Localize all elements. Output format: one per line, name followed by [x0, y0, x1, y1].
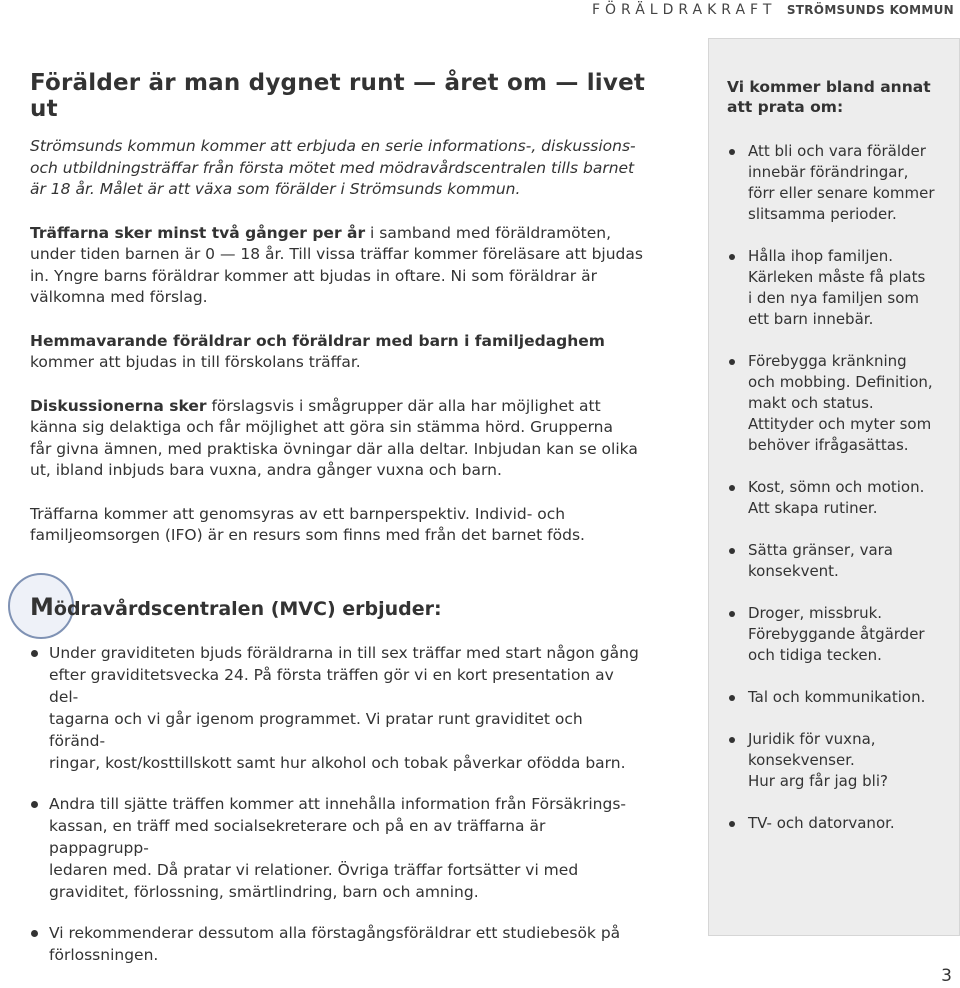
list-item-line: Under graviditeten bjuds föräldrarna in till sex träffar med start någon gång [49, 644, 639, 662]
paragraph-line: kommer att bjudas in till förskolans träffar. [30, 353, 361, 371]
topic-line: Droger, missbruk. [748, 604, 883, 622]
intro-paragraph [30, 136, 670, 201]
mvc-list [30, 642, 640, 985]
topic-line: konsekvent. [748, 562, 839, 580]
sidebar-topic-item [727, 477, 952, 519]
topic-line: Juridik för vuxna, [748, 730, 876, 748]
mvc-heading-initial: M [30, 593, 54, 621]
home-parents-paragraph [30, 331, 670, 374]
list-item [30, 922, 640, 966]
list-item-line: ringar, kost/kosttillskott samt hur alkohol och tobak påverkar ofödda barn. [49, 754, 626, 772]
topics-sidebar [708, 38, 960, 936]
home-parents-lead: Hemmavarande föräldrar och föräldrar med barn i familjedaghem [30, 331, 605, 350]
sidebar-topic-item [727, 729, 952, 792]
paragraph-line: välkomna med förslag. [30, 288, 208, 306]
discussions-lead: Diskussionerna sker [30, 396, 207, 415]
mvc-heading-text: ödravårdscentralen (MVC) erbjuder: [53, 598, 442, 620]
sidebar-topic-item [727, 141, 952, 225]
topic-line: TV- och datorvanor. [748, 814, 895, 832]
intro-line: är 18 år. Målet är att växa som förälder i Strömsunds kommun. [30, 180, 521, 198]
list-item [30, 642, 640, 774]
municipality-name: STRÖMSUNDS KOMMUN [786, 3, 954, 17]
sidebar-topic-item [727, 603, 952, 666]
topic-line: Förebygga kränkning [748, 352, 907, 370]
sidebar-title-line: att prata om: [727, 98, 844, 116]
topic-line: Sätta gränser, vara [748, 541, 893, 559]
topic-line: innebär förändringar, [748, 163, 909, 181]
paragraph-line: familjeomsorgen (IFO) är en resurs som finns med från det barnet föds. [30, 526, 585, 544]
paragraph-line: ut, ibland inbjuds bara vuxna, andra gånger vuxna och barn. [30, 461, 502, 479]
discussions-paragraph [30, 396, 670, 482]
mvc-heading [30, 593, 442, 621]
topic-line: i den nya familjen som [748, 289, 919, 307]
perspective-paragraph [30, 504, 670, 547]
topic-line: slitsamma perioder. [748, 205, 897, 223]
topic-line: makt och status. [748, 394, 874, 412]
main-column [30, 70, 670, 547]
paragraph-line: känna sig delaktiga och får möjlighet att göra sin stämma hörd. Grupperna [30, 418, 613, 436]
list-item-line: ledaren med. Då pratar vi relationer. Övriga träffar fortsätter vi med [49, 861, 579, 879]
paragraph-line: Träffarna kommer att genomsyras av ett barnperspektiv. Individ- och [30, 504, 566, 523]
paragraph-line: förslagsvis i smågrupper där alla har möjlighet att [206, 396, 601, 415]
sidebar-topic-list [727, 141, 952, 855]
list-item-line: tagarna och vi går igenom programmet. Vi pratar runt graviditet och föränd- [49, 710, 583, 750]
topic-line: Att bli och vara förälder [748, 142, 926, 160]
paragraph-line: får givna ämnen, med praktiska övningar där alla deltar. Inbjudan kan se olika [30, 439, 638, 458]
topic-line: behöver ifrågasättas. [748, 436, 909, 454]
sidebar-topic-item [727, 246, 952, 330]
topic-line: och tidiga tecken. [748, 646, 882, 664]
topic-line: Hur arg får jag bli? [748, 772, 888, 790]
topic-line: Att skapa rutiner. [748, 499, 878, 517]
list-item-line: kassan, en träff med socialsekreterare och på en av träffarna är pappagrupp- [49, 817, 546, 857]
sidebar-topic-item [727, 687, 952, 708]
list-item-line: Andra till sjätte träffen kommer att innehålla information från Försäkrings- [49, 795, 627, 813]
intro-line: och utbildningsträffar från första mötet med mödravårdscentralen tills barnet [30, 158, 635, 177]
topic-line: Kost, sömn och motion. [748, 478, 925, 496]
list-item-line: Vi rekommenderar dessutom alla förstagångsföräldrar ett studiebesök på [49, 924, 621, 942]
topic-line: ett barn innebär. [748, 310, 874, 328]
topic-line: och mobbing. Definition, [748, 373, 933, 391]
paragraph-line: under tiden barnen är 0 — 18 år. Till vissa träffar kommer föreläsare att bjudas [30, 245, 643, 263]
topic-line: förr eller senare kommer [748, 184, 935, 202]
brand-name: FÖRÄLDRAKRAFT [591, 2, 777, 18]
sidebar-topic-item [727, 540, 952, 582]
meetings-paragraph [30, 223, 670, 309]
list-item [30, 793, 640, 903]
page-header [592, 2, 954, 18]
paragraph-line: in. Yngre barns föräldrar kommer att bjudas in oftare. Ni som föräldrar är [30, 266, 597, 285]
page-number: 3 [941, 966, 952, 986]
topic-line: Attityder och myter som [748, 415, 932, 433]
topic-line: Kärleken måste få plats [748, 268, 926, 286]
meetings-lead: Träffarna sker minst två gånger per år [30, 223, 366, 242]
sidebar-topic-item [727, 813, 952, 834]
topic-line: konsekvenser. [748, 751, 855, 769]
intro-line: Strömsunds kommun kommer att erbjuda en serie informations-, diskussions- [30, 137, 636, 155]
sidebar-title-line: Vi kommer bland annat [727, 78, 931, 96]
sidebar-title [727, 77, 931, 117]
paragraph-line: i samband med föräldramöten, [365, 223, 612, 242]
list-item-line: förlossningen. [49, 946, 159, 964]
topic-line: Hålla ihop familjen. [748, 247, 893, 265]
list-item-line: graviditet, förlossning, smärtlindring, barn och amning. [49, 883, 479, 901]
list-item-line: efter graviditetsvecka 24. På första träffen gör vi en kort presentation av del- [49, 666, 614, 706]
topic-line: Tal och kommunikation. [748, 688, 926, 706]
sidebar-topic-item [727, 351, 952, 456]
topic-line: Förebyggande åtgärder [748, 625, 925, 643]
page-title: Förälder är man dygnet runt — året om — livet ut [30, 70, 646, 122]
